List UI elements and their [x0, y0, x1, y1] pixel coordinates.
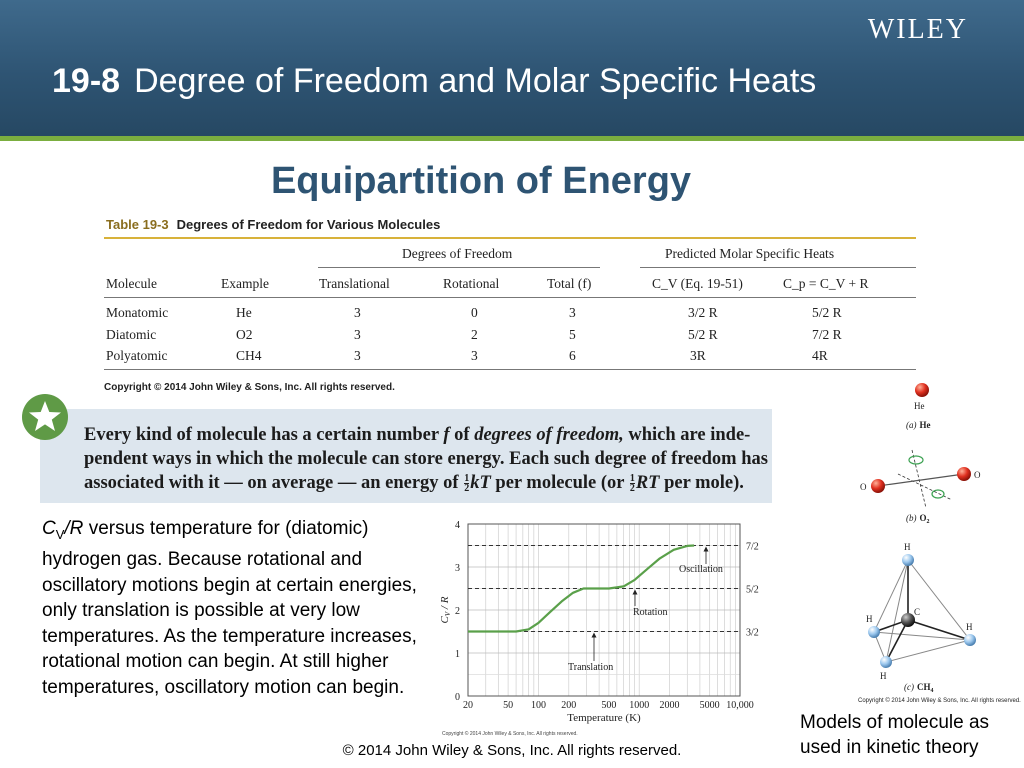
cell-cv: 3R	[690, 348, 706, 363]
h-atom	[868, 626, 880, 638]
level-label: 7/2	[746, 541, 759, 553]
group-rule-dof	[318, 267, 600, 268]
col-header-cp: C_p = C_V + R	[783, 276, 869, 291]
y-tick-label: 1	[455, 649, 460, 660]
level-label: 3/2	[746, 627, 759, 639]
col-header-total: Total (f)	[547, 276, 592, 291]
x-axis-label: Temperature (K)	[567, 712, 641, 724]
cell-molecule: Polyatomic	[106, 348, 168, 363]
heat-capacity-chart	[428, 516, 778, 736]
cell-cv: 5/2 R	[688, 327, 718, 342]
h-label: H	[866, 614, 873, 624]
ch4-edges	[874, 560, 970, 662]
group-rule-heats	[640, 267, 916, 268]
emphasis-text: degrees of freedom,	[474, 425, 624, 445]
wiley-logo: WILEY	[867, 14, 968, 45]
x-tick-label: 50	[503, 700, 514, 711]
molecules-copyright: Copyright © 2014 John Wiley & Sons, Inc. All rights reserved.	[858, 698, 1021, 704]
o-label: O	[974, 470, 981, 480]
y-tick-label: 3	[455, 563, 460, 574]
cell-rotational: 0	[471, 305, 478, 320]
h-label: H	[966, 622, 973, 632]
col-header-cv: C_V (Eq. 19-51)	[652, 276, 743, 291]
rotation-arrow-icon	[909, 456, 923, 464]
section-title: Degree of Freedom and Molar Specific Heats	[134, 62, 817, 100]
o2-bond	[878, 474, 964, 486]
caption-b: (b) $O_2$	[906, 513, 930, 525]
molecule-models	[840, 378, 1024, 700]
cell-example: O2	[236, 327, 253, 342]
x-tick-label: 200	[561, 700, 577, 711]
x-tick-label: 10,000	[726, 700, 754, 711]
o-label: O	[860, 482, 867, 492]
star-icon	[22, 394, 68, 440]
cell-molecule: Diatomic	[106, 327, 157, 342]
group-header-dof: Degrees of Freedom	[402, 246, 513, 261]
y-tick-label: 0	[455, 692, 460, 703]
cell-total: 5	[569, 327, 576, 342]
section-number: 19-8	[52, 62, 121, 100]
cell-example: He	[236, 305, 252, 320]
rotation-arrow-icon	[932, 490, 944, 498]
h-label: H	[880, 671, 887, 681]
cell-total: 3	[569, 305, 576, 320]
molecules-caption: Models of molecule as used in kinetic theory	[800, 712, 990, 758]
cell-rotational: 3	[471, 348, 478, 363]
table-number: Table 19-3	[106, 217, 169, 232]
annotation-label: Rotation	[633, 607, 668, 618]
cell-translational: 3	[354, 327, 361, 342]
annotation-arrowhead	[592, 633, 597, 638]
chart-copyright: Copyright © 2014 John Wiley & Sons, Inc. All rights reserved.	[442, 731, 578, 737]
slide-title	[52, 62, 816, 101]
y-axis-label: CV / R	[439, 596, 452, 624]
h-label: H	[904, 542, 911, 552]
chart-description: $C_V/R$ versus temperature for (diatomic) hydrogen gas. Because rotational and oscillatory motions begin at certain energies, only translation is possible at very low temperatures. As the temperature increases, rotational motion can begin. At still higher temperatures, oscillatory motion can begin.	[42, 518, 417, 698]
he-label: He	[914, 401, 925, 411]
banner-divider	[0, 136, 1024, 141]
fraction-half: $\frac{1}{2}$	[629, 473, 635, 495]
table-title: Degrees of Freedom for Various Molecules	[176, 217, 441, 232]
cell-total: 6	[569, 348, 576, 363]
cell-molecule: Monatomic	[106, 305, 169, 320]
cell-cp: 4R	[812, 348, 828, 363]
fraction-half: $\frac{1}{2}$	[464, 473, 470, 495]
caption-a: (a) He	[906, 420, 931, 430]
key-idea-box	[40, 409, 772, 503]
group-header-heats: Predicted Molar Specific Heats	[665, 246, 835, 261]
cell-cp: 7/2 R	[812, 327, 842, 342]
o-atom	[871, 479, 885, 493]
cell-translational: 3	[354, 348, 361, 363]
x-tick-label: 5000	[699, 700, 720, 711]
table-top-rule	[104, 237, 916, 239]
col-header-rotational: Rotational	[443, 276, 500, 291]
annotation-arrowhead	[704, 547, 709, 552]
annotation-arrowhead	[633, 590, 638, 595]
cell-cp: 5/2 R	[812, 305, 842, 320]
cell-cv: 3/2 R	[688, 305, 718, 320]
level-label: 5/2	[746, 584, 759, 596]
ch4-bonds	[874, 560, 970, 662]
h-atom	[964, 634, 976, 646]
table-caption	[106, 217, 440, 232]
x-tick-label: 20	[463, 700, 473, 711]
col-header-molecule: Molecule	[106, 276, 157, 291]
star-icon-shape	[22, 394, 68, 440]
annotation-label: Translation	[568, 662, 614, 673]
table-bottom-rule	[104, 369, 916, 370]
col-header-example: Example	[221, 276, 269, 291]
h-atom	[902, 554, 914, 566]
c-label: C	[914, 607, 921, 617]
he-atom	[915, 383, 929, 397]
y-tick-label: 2	[455, 606, 460, 617]
caption-c: (c) $CH_4$	[904, 682, 934, 694]
o-atom	[957, 467, 971, 481]
h-atom	[880, 656, 892, 668]
x-tick-label: 500	[601, 700, 617, 711]
x-tick-label: 1000	[629, 700, 650, 711]
cell-rotational: 2	[471, 327, 478, 342]
x-tick-label: 100	[530, 700, 546, 711]
y-tick-label: 4	[455, 520, 460, 531]
footer-copyright: © 2014 John Wiley & Sons, Inc. All rights reserved.	[342, 742, 682, 759]
x-tick-label: 2000	[659, 700, 680, 711]
key-idea-text: Every kind of molecule has a certain number f of degrees of freedom, which are inde-pendent ways in which the molecule can store energy. Each such degree of freedom has associated with it — on average — an energy of $\frac{1}{2}$ kT per molecule (or $\frac{1}{2}$ RT per mole).	[84, 425, 768, 495]
annotation-label: Oscillation	[679, 564, 723, 575]
cell-example: CH4	[236, 348, 262, 363]
slide-subtitle: Equipartition of Energy	[270, 160, 692, 202]
cell-translational: 3	[354, 305, 361, 320]
header-rule	[104, 297, 916, 298]
col-header-translational: Translational	[319, 276, 390, 291]
table-copyright: Copyright © 2014 John Wiley & Sons, Inc. All rights reserved.	[104, 382, 395, 393]
c-atom	[901, 613, 915, 627]
